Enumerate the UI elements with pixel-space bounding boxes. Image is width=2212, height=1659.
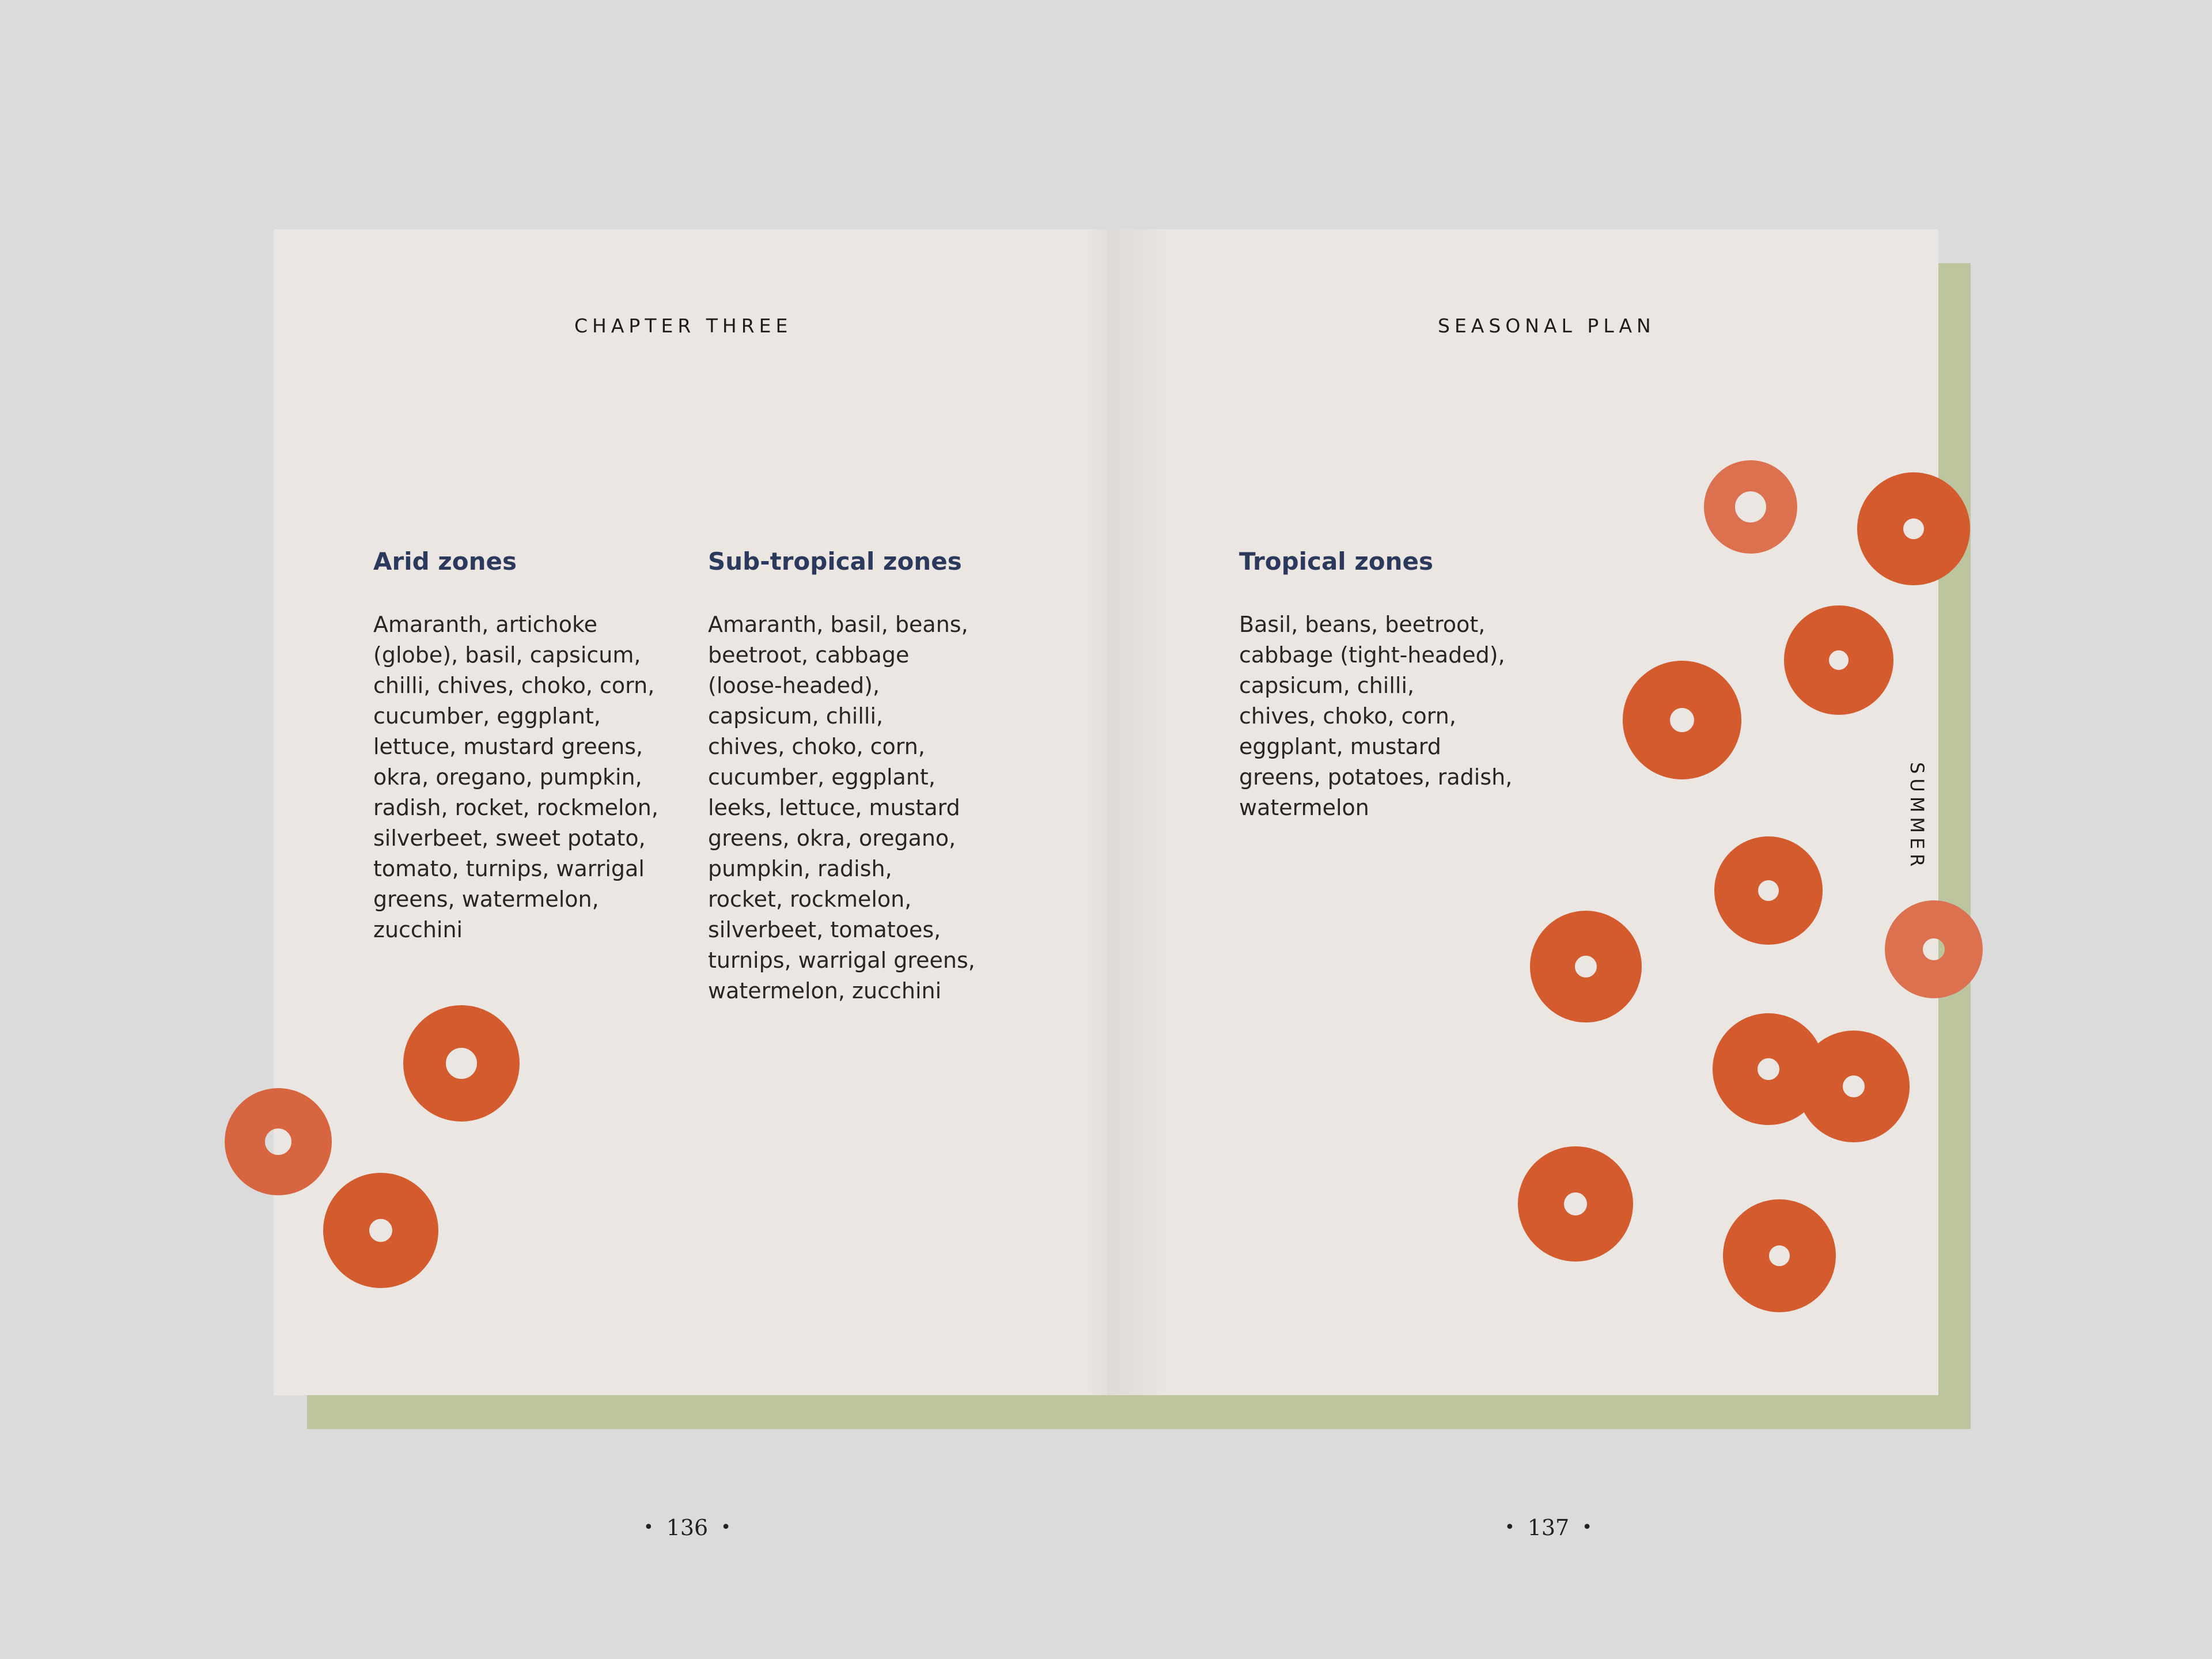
painted-ring-icon	[425, 1027, 498, 1100]
subtropical-zones-list: Amaranth, basil, beans, beetroot, cabbage (loose-headed), capsicum, chilli, chives, choko, corn, cucumber, eggplant, leeks, lettuce, mustard greens, okra, oregano, pumpkin, radish, rocket, rockmelon, silverbeet, tomatoes, turnips, warrigal greens, watermelon, zucchini	[708, 612, 975, 1003]
subtropical-zones-heading: Sub-tropical zones	[708, 547, 962, 575]
painted-ring-icon	[1880, 495, 1947, 562]
painted-ring-icon	[1646, 684, 1718, 756]
painted-ring-icon	[346, 1196, 415, 1265]
page-number: • 136 •	[643, 1515, 731, 1540]
painted-ring-icon	[1736, 858, 1801, 923]
page-number: • 137 •	[1505, 1515, 1592, 1540]
painted-ring-icon	[1746, 1222, 1813, 1289]
gutter-shadow	[1084, 229, 1107, 1395]
painted-ring-icon	[1806, 628, 1871, 692]
painted-ring-icon	[1541, 1169, 1610, 1238]
painted-ring-icon	[1719, 476, 1782, 538]
painted-ring-icon	[245, 1108, 312, 1175]
right-page	[1107, 229, 1938, 1540]
arid-zones-heading: Arid zones	[373, 547, 517, 575]
painted-ring-icon	[1552, 933, 1619, 1000]
side-tab-label: SUMMER	[1906, 762, 1928, 872]
gutter-shadow	[1107, 229, 1171, 1395]
painted-ring-icon	[1735, 1036, 1802, 1103]
painted-ring-icon	[1820, 1053, 1887, 1120]
left-page	[274, 229, 1107, 1540]
running-head: CHAPTER THREE	[574, 315, 793, 337]
painted-rings-right	[1107, 229, 1938, 1395]
tropical-zones-list: Basil, beans, beetroot, cabbage (tight-headed), capsicum, chilli, chives, choko, corn, eggplant, mustard greens, potatoes, radish, watermelon	[1239, 612, 1513, 820]
arid-zones-list: Amaranth, artichoke (globe), basil, capsicum, chilli, chives, choko, corn, cucumber, eggplant, lettuce, mustard greens, okra, oregano, pumpkin, radish, rocket, rockmelon, silverbeet, sweet potato, tomato, turnips, warrigal greens, watermelon, zucchini	[373, 612, 658, 942]
running-head: SEASONAL PLAN	[1438, 315, 1656, 337]
tropical-zones-heading: Tropical zones	[1239, 547, 1434, 575]
